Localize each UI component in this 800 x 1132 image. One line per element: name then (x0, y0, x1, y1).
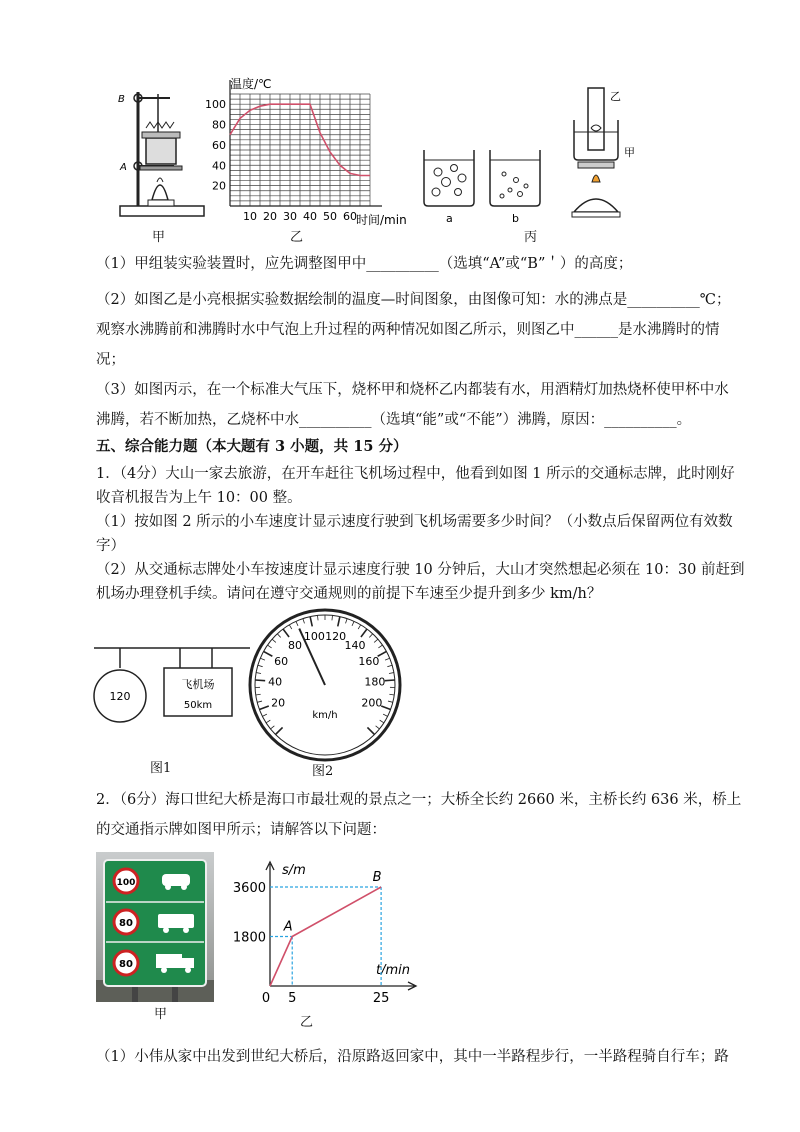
label-jia: 甲 (624, 146, 635, 159)
limit-1: 100 (116, 878, 136, 888)
q-exp-1: （1）甲组装实验装置时，应先调整图甲中__________（选填“A”或“B”＇）的高度； (96, 256, 633, 272)
q1-2-line-a: （2）从交通标志牌处小车按速度计显示速度行驶 10 分钟后，大山才突然想起必须在 10：30 前赶到 (96, 562, 745, 578)
beaker-b (490, 150, 540, 206)
y-tick-label: 1800 (232, 930, 266, 946)
q1-1-line-b: 字） (96, 538, 125, 554)
label-a: A (120, 162, 127, 173)
q-exp-3a: （3）如图丙示，在一个标准大气压下，烧杯甲和烧杯乙内都装有水，用酒精灯加热烧杯使甲杯中水 (96, 382, 729, 398)
speed-limit-value: 120 (109, 690, 131, 703)
q-exp-2c: 况； (96, 352, 125, 368)
traffic-sign-figure (92, 640, 252, 740)
speed-tick-label: 200 (361, 696, 383, 710)
y-tick-label: 80 (212, 118, 226, 132)
q1-2-line-b: 机场办理登机手续。请问在遵守交通规则的前提下车速至少提升到多少 km/h？ (96, 586, 602, 602)
x-axis-label: t/min (376, 963, 410, 978)
y-axis-label: s/m (282, 863, 306, 878)
speedometer-figure (246, 606, 404, 764)
chart-ylabel: 温度/℃ (230, 77, 272, 91)
x-tick-label: 40 (303, 210, 317, 223)
speed-tick-label: 40 (268, 675, 283, 689)
y-tick-label: 40 (212, 159, 226, 173)
x-tick-label: 60 (343, 210, 357, 223)
caption-st-yi: 乙 (300, 1015, 314, 1030)
x-tick-label: 30 (283, 210, 297, 223)
distance-time-chart (232, 856, 430, 1016)
q1-line-b: 收音机报告为上午 10：00 整。 (96, 490, 302, 506)
chart-xlabel: 时间/min (356, 213, 407, 227)
speed-tick-label: 140 (344, 638, 366, 652)
limit-sign-3 (114, 951, 138, 975)
nested-beaker-figure (564, 82, 654, 222)
speed-unit: km/h (312, 710, 338, 721)
y-tick-label: 60 (212, 138, 226, 152)
limit-3: 80 (119, 959, 133, 970)
limit-sign-2 (114, 910, 138, 934)
speed-tick-label: 80 (288, 638, 303, 652)
q-exp-2a: （2）如图乙是小亮根据实验数据绘制的温度—时间图象，由图像可知：水的沸点是__________℃； (96, 292, 731, 308)
speed-tick-label: 60 (274, 655, 289, 669)
x-tick-label: 20 (263, 210, 277, 223)
caption-fig2: 图2 (312, 764, 334, 779)
point-label: A (283, 919, 293, 935)
speed-tick (255, 680, 265, 681)
q-exp-2b: 观察水沸腾前和沸腾时水中气泡上升过程的两种情况如图乙所示，则图乙中______是水沸腾时的情 (96, 322, 720, 338)
y-tick-label: 100 (205, 98, 226, 112)
x-tick-label: 50 (323, 210, 337, 223)
point-label: B (372, 870, 382, 885)
speed-tick-label: 100 (303, 630, 325, 644)
road-sign-photo (96, 852, 214, 1002)
q1-1-line-a: （1）按如图 2 所示的小车速度计显示速度行驶到飞机场需要多少时间？（小数点后保留两位有效数 (96, 514, 733, 530)
temperature-time-chart (200, 72, 420, 232)
caption-fig1: 图1 (150, 761, 172, 776)
speed-tick-label: 180 (364, 675, 386, 689)
beakers-a-b-figure (418, 146, 558, 226)
caption-yi: 乙 (290, 230, 304, 245)
caption-sign-jia: 甲 (154, 1007, 168, 1022)
beaker-a (424, 150, 474, 206)
q1-line-a: 1．（4分）大山一家去旅游，在开车赶往飞机场过程中，他看到如图 1 所示的交通标志牌，此时刚好 (96, 466, 735, 482)
limit-sign-1 (114, 869, 138, 893)
label-b: B (118, 94, 125, 105)
speed-tick (385, 680, 395, 681)
q2-line-b: 的交通指示牌如图甲所示；请解答以下问题： (96, 822, 386, 838)
x-tick-label: 5 (288, 991, 297, 1006)
speed-tick (332, 615, 333, 620)
q-exp-3b: 沸腾，若不断加热，乙烧杯中水__________（选填“能”或“不能”）沸腾，原因：__________。 (96, 412, 692, 428)
section5-heading: 五、综合能力题（本大题有 3 小题，共 15 分） (96, 438, 408, 455)
speed-tick-label: 20 (271, 696, 286, 710)
q2-line-a: 2．（6分）海口世纪大桥是海口市最壮观的景点之一；大桥全长约 2660 米，主桥长约 636 米，桥上 (96, 792, 742, 808)
x-tick-label: 25 (372, 991, 390, 1006)
q2-1-line: （1）小伟从家中出发到世纪大桥后，沿原路返回家中，其中一半路程步行，一半路程骑自行车；路 (96, 1049, 729, 1065)
speed-tick-label: 120 (325, 630, 347, 644)
beaker-a-label: a (446, 212, 453, 225)
caption-jia: 甲 (152, 230, 166, 245)
speed-tick (318, 615, 319, 620)
destination-text: 飞机场 (181, 678, 215, 691)
y-tick-label: 3600 (232, 881, 266, 896)
x-tick-label: 0 (261, 991, 271, 1006)
beaker-b-label: b (512, 212, 519, 225)
limit-2: 80 (119, 918, 133, 929)
apparatus-figure-jia (112, 82, 212, 222)
x-tick-label: 10 (243, 210, 257, 223)
caption-bing: 丙 (524, 230, 538, 245)
label-yi: 乙 (610, 90, 621, 103)
distance-text: 50km (183, 700, 213, 711)
speed-tick-label: 160 (358, 655, 380, 669)
y-tick-label: 20 (212, 179, 226, 193)
